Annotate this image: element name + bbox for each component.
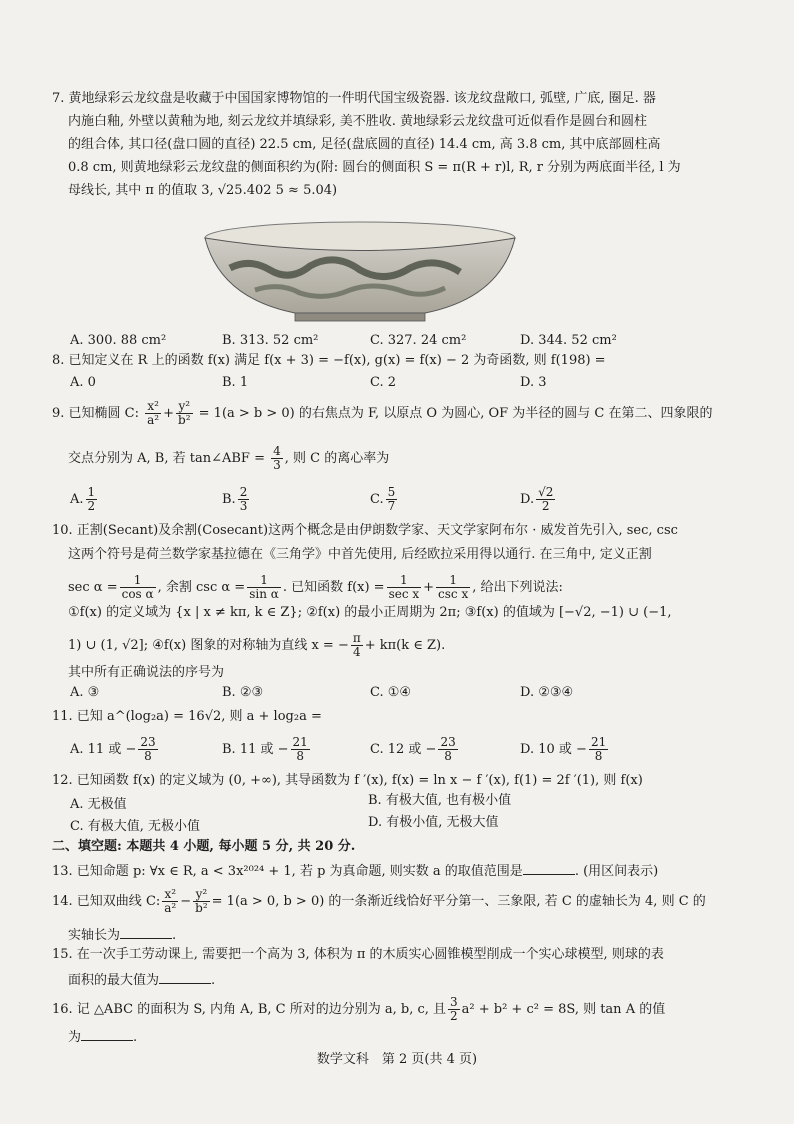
f-fraction-1 — [387, 574, 422, 601]
q10-option-d: D. ②③④ — [520, 685, 574, 700]
q7-line1: 7. 黄地绿彩云龙纹盘是收藏于中国国家博物馆的一件明代国宝级瓷器. 该龙纹盘敞口, 弧壁, 广底, 圈足. 器 — [52, 91, 656, 106]
option-text: C. 12 或 − — [370, 742, 437, 757]
q7-option-a: A. 300. 88 cm² — [70, 333, 167, 348]
frac-den: 8 — [144, 749, 152, 763]
q11-option-a — [70, 736, 160, 763]
option-label: A. — [70, 492, 84, 507]
q16-fraction — [448, 996, 460, 1023]
frac-den: csc x — [438, 587, 469, 601]
q14-line2 — [68, 924, 176, 945]
q12-option-c: C. 有极大值, 无极小值 — [70, 819, 201, 834]
q11-stem: 11. 已知 a^(log₂a) = 16√2, 则 a + log₂a = — [52, 709, 322, 724]
q9-line2-b: , 则 C 的离心率为 — [284, 451, 390, 466]
frac-den: b² — [195, 901, 208, 915]
q9-stem — [52, 400, 713, 427]
frac-den: a² — [147, 413, 160, 427]
q12-option-d: D. 有极小值, 无极大值 — [368, 815, 499, 830]
q7-option-d: D. 344. 52 cm² — [520, 333, 617, 348]
frac-num: π — [352, 631, 361, 645]
q11-option-b — [222, 736, 312, 763]
frac-den: sec x — [388, 587, 420, 601]
q10-option-b: B. ②③ — [222, 685, 264, 700]
q8-option-d: D. 3 — [520, 375, 547, 390]
frac-num: 23 — [440, 735, 456, 749]
frac-num: x² — [145, 400, 161, 414]
option-fraction — [138, 736, 157, 763]
option-label: C. — [370, 492, 384, 507]
q9-option-d — [520, 486, 557, 513]
q14-line2-text: 实轴长为 — [68, 928, 121, 943]
q12-option-a: A. 无极值 — [70, 797, 127, 812]
q10-line6: 其中所有正确说法的序号为 — [68, 665, 225, 680]
answer-blank[interactable] — [81, 1026, 133, 1041]
q10-option-c: C. ①④ — [370, 685, 412, 700]
q10-line3 — [68, 574, 563, 601]
q10-line1: 10. 正割(Secant)及余割(Cosecant)这两个概念是由伊朗数学家、天文学家阿布尔 · 威发首先引入, sec, csc — [52, 523, 678, 538]
page-footer: 数学文科 第 2 页(共 4 页) — [316, 1052, 478, 1067]
q16-line2 — [68, 1026, 137, 1047]
q10-statements-intro: , 给出下列说法: — [472, 580, 563, 595]
q10-line5-b: + kπ(k ∈ Z). — [364, 638, 446, 653]
q14-stem-a: 14. 已知双曲线 C: — [52, 894, 161, 909]
frac-num: 4 — [273, 444, 281, 458]
q16-line1 — [52, 996, 665, 1023]
q15-line1: 15. 在一次手工劳动课上, 需要把一个高为 3, 体积为 π 的木质实心圆锥模型削成一个实心球模型, 则球的表 — [52, 947, 664, 962]
frac-num: y² — [193, 888, 210, 902]
q16-line1-b: a² + b² + c² = 8S, 则 tan A 的值 — [461, 1002, 666, 1017]
option-text: D. 10 或 − — [520, 742, 587, 757]
q12-option-b: B. 有极大值, 也有极小值 — [368, 793, 512, 808]
frac-den: a² — [164, 901, 177, 915]
frac-num: y² — [176, 400, 193, 414]
q9-option-b — [222, 486, 251, 513]
q8-option-b: B. 1 — [222, 375, 249, 390]
frac-num: 23 — [140, 735, 156, 749]
option-fraction — [238, 486, 250, 513]
q16-line2-text: 为 — [68, 1030, 82, 1045]
q13-stem-a: 13. 已知命题 p: ∀x ∈ R, a < 3x²⁰²⁴ + 1, 若 p 为真命题, 则实数 a 的取值范围是 — [52, 864, 523, 879]
q9-line2-a: 交点分别为 A, B, 若 tan∠ABF = — [68, 451, 265, 466]
q7-option-c: C. 327. 24 cm² — [370, 333, 467, 348]
frac-num: √2 — [538, 485, 554, 499]
q14-stem — [52, 888, 706, 915]
answer-blank[interactable] — [120, 924, 172, 939]
frac-num: x² — [162, 888, 178, 902]
q11-option-d — [520, 736, 610, 763]
frac-den: 8 — [444, 749, 452, 763]
q14-fraction-x — [162, 888, 178, 915]
q14-fraction-y — [193, 888, 210, 915]
frac-den: b² — [178, 413, 191, 427]
axis-fraction — [351, 632, 363, 659]
frac-num: 1 — [120, 574, 156, 588]
q9-option-a — [70, 486, 99, 513]
q7-line5: 母线长, 其中 π 的值取 3, √25.402 5 ≈ 5.04) — [68, 183, 338, 198]
frac-num: 1 — [436, 574, 470, 588]
frac-den: cos α — [121, 587, 154, 601]
option-fraction — [386, 486, 398, 513]
option-label: B. — [222, 492, 236, 507]
answer-blank[interactable] — [523, 860, 575, 875]
frac-num: 1 — [87, 485, 96, 499]
porcelain-plate-image — [200, 218, 520, 328]
q10-csc-def: , 余割 csc α = — [157, 580, 246, 595]
q9-fraction-y — [176, 400, 193, 427]
q10-sec-def: sec α = — [68, 580, 118, 595]
q14-stem-b: = 1(a > 0, b > 0) 的一条渐近线恰好平分第一、三象限, 若 C 的虚轴长为 4, 则 C 的 — [211, 894, 706, 909]
option-fraction — [86, 486, 98, 513]
option-fraction — [536, 486, 555, 513]
minus-sign: − — [180, 894, 192, 909]
q10-line5 — [68, 632, 445, 659]
q10-line4: ①f(x) 的定义域为 {x | x ≠ kπ, k ∈ Z}; ②f(x) 的最小正周期为 2π; ③f(x) 的值域为 [−√2, −1) ∪ (−1, — [68, 605, 672, 620]
q16-line1-a: 16. 记 △ABC 的面积为 S, 内角 A, B, C 所对的边分别为 a, b, c, 且 — [52, 1002, 446, 1017]
answer-blank[interactable] — [159, 969, 211, 984]
q15-line2 — [68, 969, 215, 990]
frac-num: 3 — [450, 995, 458, 1009]
q8-stem: 8. 已知定义在 R 上的函数 f(x) 满足 f(x + 3) = −f(x), g(x) = f(x) − 2 为奇函数, 则 f(198) = — [52, 353, 606, 368]
frac-num: 2 — [239, 485, 248, 499]
q7-option-b: B. 313. 52 cm² — [222, 333, 319, 348]
q9-tan-fraction — [271, 445, 283, 472]
q10-line5-a: 1) ∪ (1, √2]; ④f(x) 图象的对称轴为直线 x = − — [68, 638, 349, 653]
frac-den: 2 — [450, 1009, 458, 1023]
option-fraction — [291, 736, 310, 763]
q10-function-def: . 已知函数 f(x) = — [282, 580, 385, 595]
q8-option-c: C. 2 — [370, 375, 397, 390]
q7-line2: 内施白釉, 外壁以黄釉为地, 刻云龙纹并填绿彩, 美不胜收. 黄地绿彩云龙纹盘可近似看作是圆台和圆柱 — [68, 114, 648, 129]
f-fraction-2 — [436, 574, 470, 601]
period: . — [211, 973, 216, 988]
frac-den: 8 — [296, 749, 304, 763]
frac-num: 5 — [387, 485, 396, 499]
frac-den: 7 — [387, 499, 396, 513]
option-label: D. — [520, 492, 535, 507]
q8-option-a: A. 0 — [70, 375, 96, 390]
frac-num: 1 — [387, 574, 422, 588]
plus-sign: + — [423, 580, 435, 595]
q10-option-a: A. ③ — [70, 685, 100, 700]
q9-option-c — [370, 486, 399, 513]
option-fraction — [589, 736, 608, 763]
section-fill-in-heading: 二、填空题: 本题共 4 小题, 每小题 5 分, 共 20 分. — [52, 839, 356, 854]
frac-num: 21 — [292, 735, 308, 749]
q13-stem — [52, 860, 658, 881]
q13-stem-b: . (用区间表示) — [574, 864, 659, 879]
frac-den: 2 — [87, 499, 96, 513]
q9-stem-b: = 1(a > b > 0) 的右焦点为 F, 以原点 O 为圆心, OF 为半径的圆与 C 在第二、四象限的 — [198, 406, 713, 421]
frac-den: 8 — [594, 749, 603, 763]
q7-line4: 0.8 cm, 则黄地绿彩云龙纹盘的侧面积约为(附: 圆台的侧面积 S = π(R + r)l, R, r 分别为两底面半径, l 为 — [68, 160, 681, 175]
q11-option-c — [370, 736, 460, 763]
frac-den: 2 — [541, 499, 550, 513]
q9-fraction-x — [145, 400, 161, 427]
q15-line2-text: 面积的最大值为 — [68, 973, 160, 988]
q7-line3: 的组合体, 其口径(盘口圆的直径) 22.5 cm, 足径(盘底圆的直径) 14.4 cm, 高 3.8 cm, 其中底部圆柱高 — [68, 137, 661, 152]
option-text: A. 11 或 − — [70, 742, 137, 757]
sec-fraction — [120, 574, 156, 601]
frac-den: 3 — [273, 458, 281, 472]
plus-sign: + — [163, 406, 175, 421]
frac-num: 1 — [247, 574, 281, 588]
period: . — [172, 928, 177, 943]
period: . — [133, 1030, 138, 1045]
q12-stem: 12. 已知函数 f(x) 的定义域为 (0, +∞), 其导函数为 f ′(x), f(x) = ln x − f ′(x), f(1) = 2f ′(1), 则 f(x) — [52, 773, 643, 788]
frac-den: 3 — [239, 499, 248, 513]
q10-line2: 这两个符号是荷兰数学家基拉德在《三角学》中首先使用, 后经欧拉采用得以通行. 在三角中, 定义正割 — [68, 547, 652, 562]
frac-num: 21 — [590, 735, 607, 749]
q9-stem-a: 9. 已知椭圆 C: — [52, 406, 139, 421]
q9-line2 — [68, 445, 389, 472]
csc-fraction — [247, 574, 281, 601]
frac-den: sin α — [249, 587, 279, 601]
option-text: B. 11 或 − — [222, 742, 289, 757]
frac-den: 4 — [352, 645, 361, 659]
option-fraction — [438, 736, 457, 763]
